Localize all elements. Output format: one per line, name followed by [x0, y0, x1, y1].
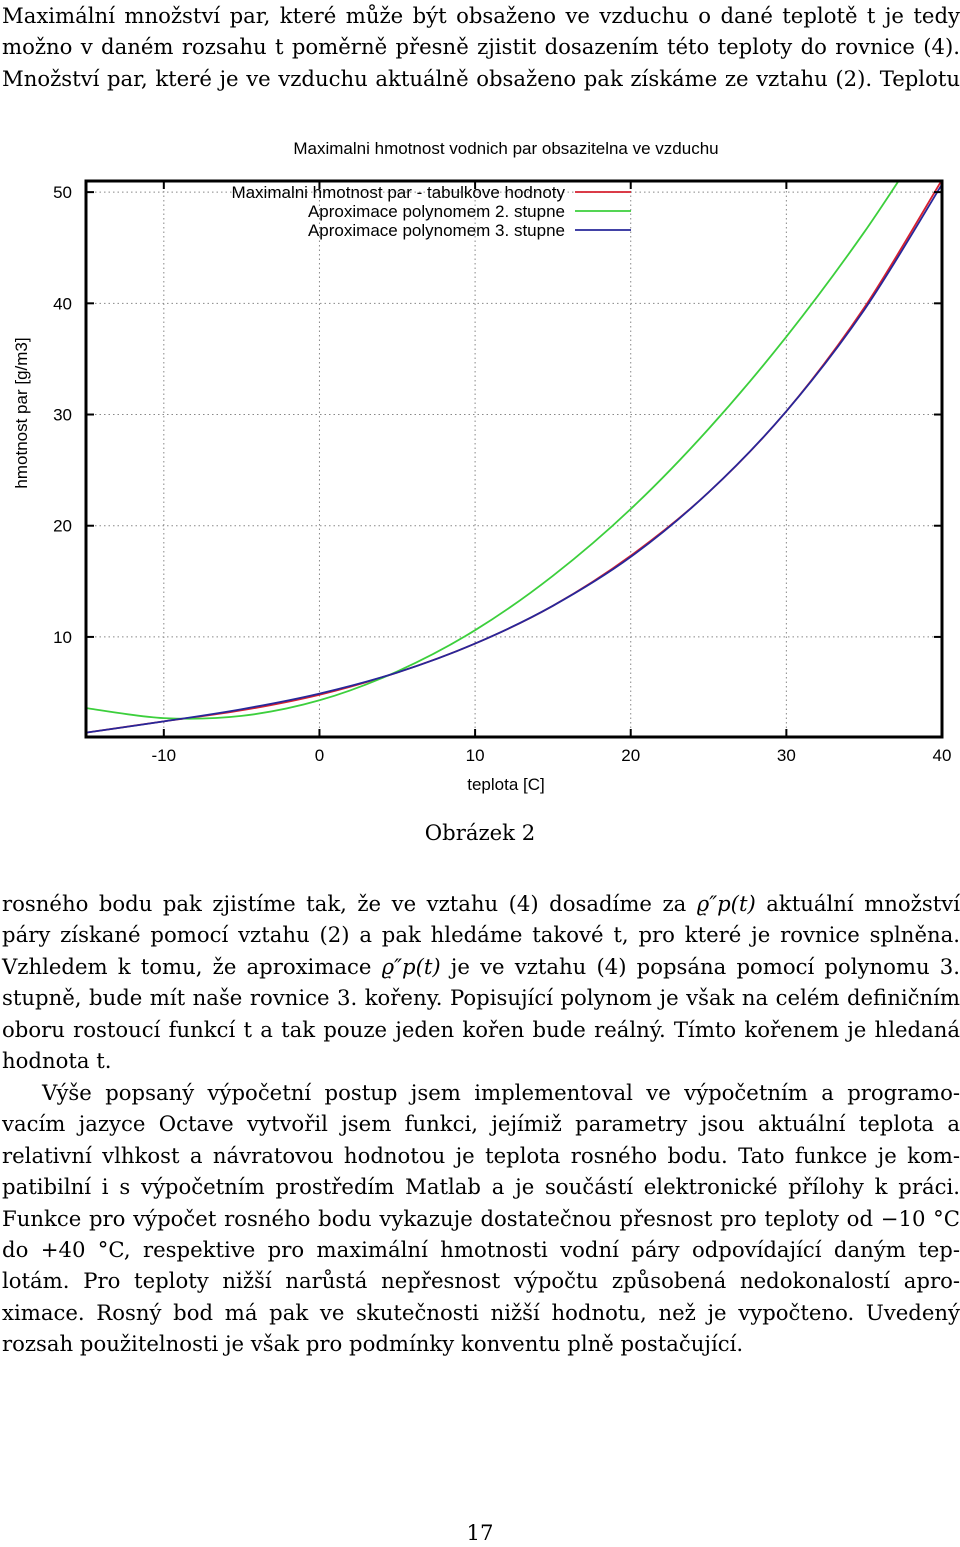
text-line: do +40 °C, respektive pro maximální hmotnosti vodní páry odpovídající daným tep-: [2, 1237, 960, 1263]
x-tick-label: 10: [465, 746, 485, 765]
paragraph-dew-point: [2, 888, 960, 1076]
text-line: Výše popsaný výpočetní postup jsem implementoval ve výpočetním a programo-: [42, 1080, 960, 1105]
math-rho: ϱ″p(t): [381, 953, 441, 979]
y-tick-label: 50: [53, 183, 72, 203]
text-line: lotám. Pro teploty nižší narůstá nepřesnost výpočtu způsobená nedokonalostí apro-: [2, 1268, 960, 1294]
math-rho: ϱ″p(t): [696, 891, 756, 916]
figure-chart: [0, 128, 960, 798]
x-tick-label: 20: [621, 746, 641, 765]
text-line: hodnota t.: [2, 1048, 112, 1074]
paragraph-intro: [2, 0, 960, 94]
text-line: stupně, bude mít naše rovnice 3. kořeny. Popisující polynom je však na celém definičním: [2, 985, 960, 1011]
page-number: 17: [466, 1520, 494, 1545]
text-line: Vzhledem k tomu, že aproximace ϱ″p(t) je ve vztahu (4) popsána pomocí polynomu 3.: [2, 953, 960, 979]
paragraph-implementation: [2, 1077, 960, 1360]
figure-caption: Obrázek 2: [424, 820, 536, 845]
series-line-1: [86, 180, 942, 733]
text-line: vacím jazyce Octave vytvořil jsem funkci, jejímiž parametry jsou aktuální teplota a: [2, 1111, 960, 1137]
chart-svg: [0, 128, 960, 798]
text-line: patibilní i s výpočetním prostředím Matlab a je součástí elektronické přílohy k práci.: [2, 1174, 960, 1200]
grid: [86, 181, 942, 737]
chart-title: Maximalni hmotnost vodnich par obsazitelna ve vzduchu: [293, 139, 719, 158]
legend-label-3: Aproximace polynomem 3. stupne: [307, 221, 565, 240]
x-axis-label: teplota [C]: [467, 775, 545, 794]
legend-label-1: Maximalni hmotnost par - tabulkove hodnoty: [231, 183, 565, 202]
text-line: možno v daném rozsahu t poměrně přesně zjistit dosazením této teploty do rovnice (4).: [2, 34, 960, 60]
text-line: relativní vlhkost a návratovou hodnotou je teplota rosného bodu. Tato funkce je kom-: [2, 1142, 960, 1168]
text-line: Maximální množství par, které může být obsaženo ve vzduchu o dané teplotě t je tedy: [2, 3, 960, 28]
text-line: ximace. Rosný bod má pak ve skutečnosti nižší hodnotu, než je vypočteno. Uvedený: [2, 1299, 960, 1325]
y-tick-label: 30: [53, 405, 72, 425]
ticks: [53, 181, 951, 765]
text-line: Množství par, které je ve vzduchu aktuálně obsaženo pak získáme ze vztahu (2). Teplotu: [2, 65, 960, 91]
text-line: páry získané pomocí vztahu (2) a pak hledáme takové t, pro které je rovnice splněna.: [2, 922, 960, 948]
text-line: rozsah použitelnosti je však pro podmínky konventu plně postačující.: [2, 1331, 744, 1357]
x-tick-label: 40: [932, 746, 952, 765]
x-tick-label: 0: [314, 746, 325, 765]
text-line: oboru rostoucí funkcí t a tak pouze jeden kořen bude reálný. Tímto kořenem je hledaná: [2, 1016, 960, 1042]
legend: [231, 183, 631, 240]
legend-label-2: Aproximace polynomem 2. stupne: [307, 202, 565, 221]
y-axis-label: hmotnost par [g/m3]: [12, 337, 31, 489]
x-tick-label: 30: [776, 746, 796, 765]
x-tick-label: -10: [151, 746, 177, 765]
y-tick-label: 20: [53, 516, 72, 536]
series-line-3: [86, 184, 942, 732]
text-line: rosného bodu pak zjistíme tak, že ve vztahu (4) dosadíme za ϱ″p(t) aktuální množství: [2, 891, 960, 916]
y-tick-label: 40: [53, 294, 72, 314]
plot-frame: [86, 181, 942, 737]
text-line: Funkce pro výpočet rosného bodu vykazuje dostatečnou přesnost pro teploty od −10 °C: [2, 1205, 960, 1231]
y-tick-label: 10: [53, 627, 72, 647]
